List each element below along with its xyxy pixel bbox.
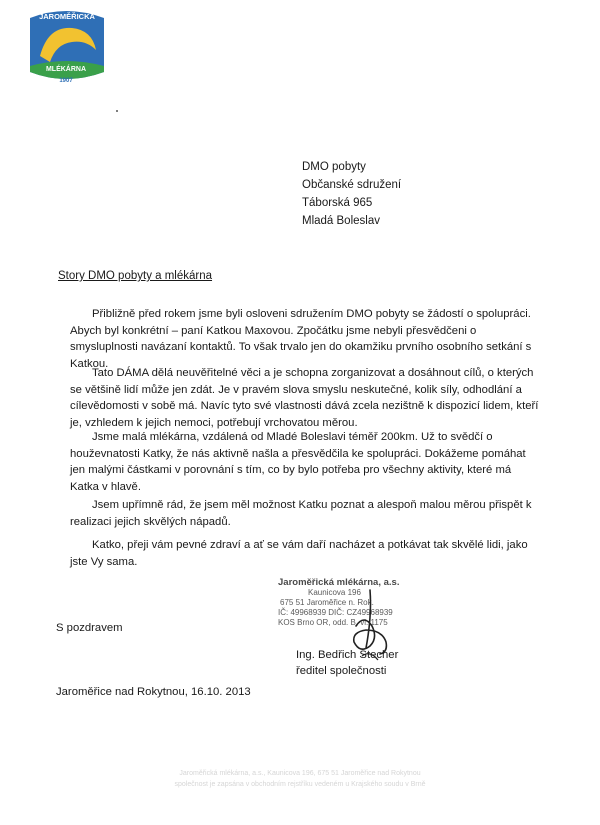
stamp-line: KOS Brno OR, odd. B, vl. 1175: [278, 618, 388, 627]
body-paragraph: [70, 365, 540, 431]
body-paragraph: [70, 306, 540, 372]
recipient-line: DMO pobyty: [302, 161, 366, 173]
paragraph-text: Tato DÁMA dělá neuvěřitelné věci a je schopna zorganizovat a dosáhnout cílů, o kterých se většině lidí může jen zdát. Je v pravém slova smyslu neskutečné, kolik síly, odhodlání a cílevědomosti v sobě má. Navíc tyto své vlastnosti dává zcela nezištně k dispozicí lidem, kteří je, vzhledem k jejich nemoci, potřebují vrchovatou měrou.: [70, 367, 539, 429]
signer-role: ředitel společnosti: [296, 665, 387, 677]
footer-line: společnost je zapsána v obchodním rejstříku vedeném u Krajského soudu v Brně: [174, 781, 426, 788]
recipient-line: Mladá Boleslav: [302, 215, 380, 227]
recipient-line: Občanské sdružení: [302, 179, 402, 191]
recipient-line: Táborská 965: [302, 197, 373, 209]
stamp-line: 675 51 Jaroměřice n. Rok.: [280, 598, 374, 607]
place-and-date: Jaroměřice nad Rokytnou, 16.10. 2013: [56, 686, 251, 698]
recipient-address: [302, 158, 401, 230]
signer-name: Ing. Bedřich Štecher: [296, 649, 399, 661]
body-paragraph: [70, 429, 540, 495]
signer-block: [296, 647, 398, 679]
logo-year: 1907: [59, 78, 73, 84]
stamp-line: IČ: 49968939 DIČ: CZ49968939: [278, 608, 393, 617]
letter-subject: Story DMO pobyty a mlékárna: [58, 270, 213, 282]
company-logo: [20, 6, 112, 88]
stray-mark: [116, 110, 118, 112]
footer-line: Jaroměřická mlékárna, a.s., Kaunicova 196, 675 51 Jaroměřice nad Rokytnou: [179, 770, 421, 777]
stamp-company-name: Jaroměřická mlékárna, a.s.: [278, 577, 400, 588]
paragraph-text: Jsme malá mlékárna, vzdálená od Mladé Boleslavi téměř 200km. Už to svědčí o houževnatosti Katky, že nás aktivně našla a přesvědčila ke spolupráci. Dokážeme pomáhat jen malými částkami v porovnání s tím, co by bylo potřeba pro všechny aktivity, které má Katka v hlavě.: [70, 431, 526, 493]
logo-text-top: JAROMĚŘICKÁ: [39, 12, 95, 21]
closing-greeting: S pozdravem: [56, 622, 123, 634]
paragraph-text: Přibližně před rokem jsme byli osloveni sdružením DMO pobyty se žádostí o spolupráci. Abych byl konkrétní – paní Katkou Maxovou. Zpočátku jsme nebyli přesvědčeni o smysluplnosti navázaní kontaktů. To však trvalo jen do okamžiku prvního osobního setkání s Katkou.: [70, 308, 532, 370]
paragraph-text: Katko, přeji vám pevné zdraví a ať se vám daří nacházet a potkávat tak skvělé lidi, jako jste Vy sama.: [70, 539, 528, 568]
logo-text-bottom: MLÉKÁRNA: [45, 66, 87, 73]
body-paragraph: [70, 497, 540, 530]
paragraph-text: Jsem upřímně rád, že jsem měl možnost Katku poznat a alespoň malou měrou přispět k realizaci jejich skvělých nápadů.: [70, 499, 532, 528]
body-paragraph: [70, 537, 540, 570]
stamp-line: Kaunicova 196: [308, 588, 361, 597]
